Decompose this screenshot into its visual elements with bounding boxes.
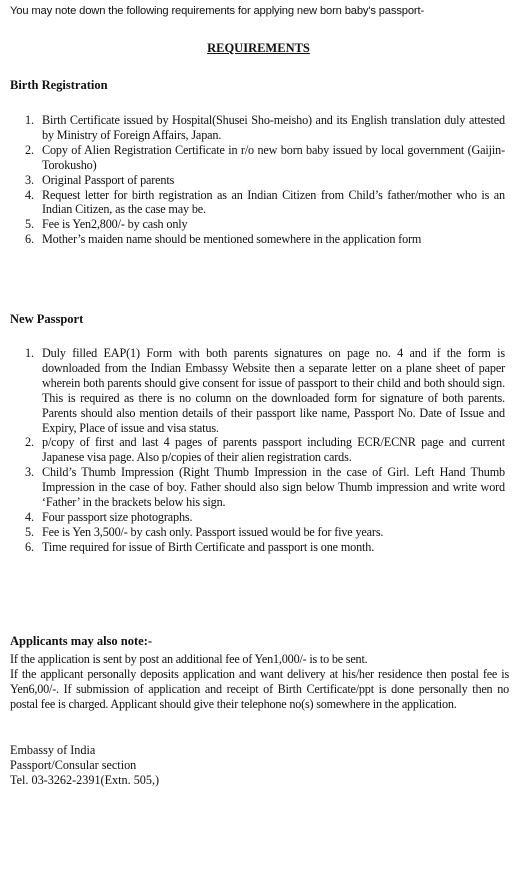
item-number: 1.	[25, 113, 34, 127]
address-line: Embassy of India	[10, 743, 96, 757]
new-passport-list	[0, 346, 505, 555]
item-text: Duly filled EAP(1) Form with both parents signatures on page no. 4 and if the form is downloaded from the Indian Embassy Website then a separate letter on a plane sheet of paper wherein both parents should give consent for issue of passport to their child and both should sign. This is required as there is no column on the downloaded form for signature of both parents. Parents should also mention details of their passport like name, Passport No. Date of Issue and Expiry, Place of issue and visa status.	[42, 346, 505, 435]
item-number: 3.	[25, 172, 34, 187]
item-text: Copy of Alien Registration Certificate in r/o new born baby issued by local government (Gaijin-Torokusho)	[42, 142, 505, 172]
item-number: 6.	[25, 232, 34, 247]
item-text: Mother’s maiden name should be mentioned somewhere in the application form	[42, 232, 422, 247]
list-item	[0, 217, 505, 232]
note-paragraph: If the application is sent by post an additional fee of Yen1,000/- is to be sent.	[10, 652, 368, 666]
item-text: Request letter for birth registration as an Indian Citizen from Child’s father/mother who is an Indian Citizen, as the case may be.	[42, 187, 505, 217]
item-text: p/copy of first and last 4 pages of parents passport including ECR/ECNR page and current Japanese visa page. Also p/copies of their alien registration cards.	[42, 435, 505, 465]
address-line: Passport/Consular section	[10, 758, 137, 773]
item-number: 2.	[25, 435, 34, 450]
item-number: 4.	[25, 509, 34, 524]
list-item	[0, 540, 505, 555]
item-number: 5.	[25, 217, 34, 232]
list-item	[0, 232, 505, 247]
item-number: 1.	[25, 346, 34, 360]
intro-text: You may note down the following requirements for applying new born baby's passport-	[10, 5, 425, 17]
list-item	[0, 510, 505, 525]
list-item	[0, 465, 505, 510]
item-text: Fee is Yen 3,500/- by cash only. Passport issued would be for five years.	[42, 524, 384, 539]
item-number: 4.	[25, 187, 34, 202]
embassy-address	[10, 743, 159, 789]
list-item	[0, 143, 505, 173]
new-passport-heading: New Passport	[10, 312, 84, 326]
page-title: REQUIREMENTS	[207, 41, 310, 55]
applicants-note-heading: Applicants may also note:-	[10, 634, 153, 648]
item-text: Child’s Thumb Impression (Right Thumb Impression in the case of Girl. Left Hand Thumb Impression in the case of boy. Father should also sign below Thumb impression and write word ‘Father’ in the brackets below his sign.	[42, 465, 505, 510]
note-paragraph: If the applicant personally deposits application and want delivery at his/her residence then postal fee is Yen6,00/-. If submission of application and receipt of Birth Certificate/ppt is done personally then no postal fee is charged. Applicant should give their telephone no(s) somewhere in the application.	[10, 667, 509, 711]
item-text: Four passport size photographs.	[42, 509, 193, 524]
item-text: Fee is Yen2,800/- by cash only	[42, 217, 188, 232]
address-line: Tel. 03-3262-2391(Extn. 505,)	[10, 773, 160, 788]
list-item	[0, 346, 505, 435]
applicants-note-body	[10, 652, 509, 712]
birth-registration-heading: Birth Registration	[10, 78, 108, 92]
list-item	[0, 173, 505, 188]
item-text: Time required for issue of Birth Certificate and passport is one month.	[42, 539, 375, 554]
list-item	[0, 113, 505, 143]
item-number: 6.	[25, 539, 34, 554]
item-number: 5.	[25, 524, 34, 539]
item-number: 2.	[25, 142, 34, 157]
birth-registration-list	[0, 113, 505, 247]
item-number: 3.	[25, 465, 34, 480]
item-text: Birth Certificate issued by Hospital(Shusei Sho-meisho) and its English translation duly attested by Ministry of Foreign Affairs, Japan.	[42, 113, 505, 142]
list-item	[0, 188, 505, 218]
item-text: Original Passport of parents	[42, 172, 175, 187]
list-item	[0, 525, 505, 540]
list-item	[0, 435, 505, 465]
